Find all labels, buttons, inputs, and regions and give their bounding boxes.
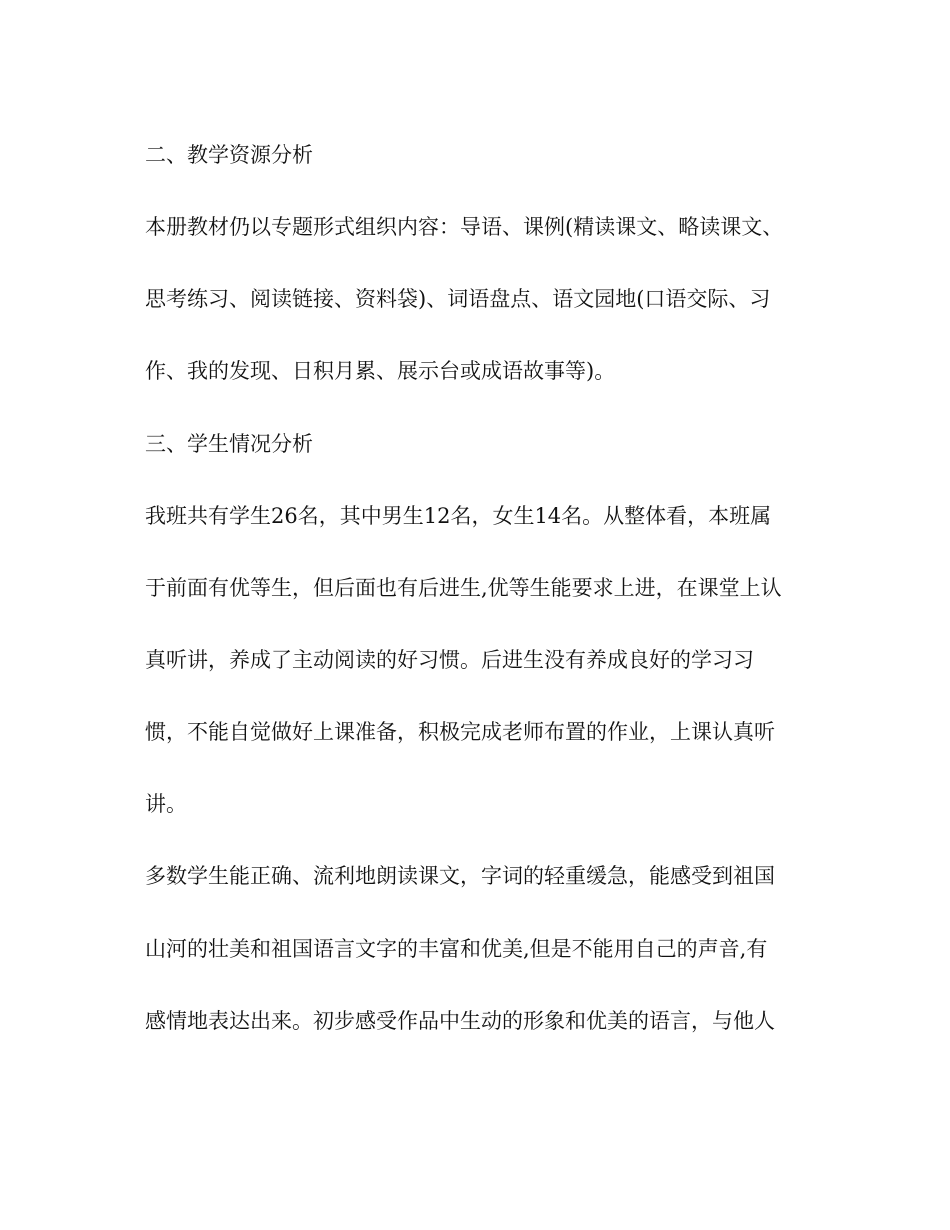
paragraph-line: 我班共有学生26名，其中男生12名，女生14名。从整体看，本班属 (145, 504, 772, 528)
paragraph-line: 思考练习、阅读链接、资料袋)、词语盘点、语文园地(口语交际、习 (145, 287, 771, 311)
paragraph-line: 讲。 (145, 792, 187, 816)
paragraph-line: 惯，不能自觉做好上课准备，积极完成老师布置的作业，上课认真听 (145, 720, 775, 744)
paragraph-line: 作、我的发现、日积月累、展示台或成语故事等)。 (145, 359, 616, 383)
paragraph-line: 于前面有优等生，但后面也有后进生,优等生能要求上进，在课堂上认 (145, 576, 782, 600)
paragraph-line: 山河的壮美和祖国语言文字的丰富和优美,但是不能用自己的声音,有 (145, 937, 768, 961)
paragraph-line: 真听讲，养成了主动阅读的好习惯。后进生没有养成良好的学习习 (145, 648, 754, 672)
section-heading-student-analysis: 三、学生情况分析 (145, 432, 313, 456)
paragraph-line: 感情地表达出来。初步感受作品中生动的形象和优美的语言，与他人 (145, 1009, 775, 1033)
section-heading-teaching-resources: 二、教学资源分析 (145, 143, 313, 167)
paragraph-line: 本册教材仍以专题形式组织内容：导语、课例(精读课文、略读课文、 (145, 215, 784, 239)
paragraph-line: 多数学生能正确、流利地朗读课文，字词的轻重缓急，能感受到祖国 (145, 864, 775, 888)
